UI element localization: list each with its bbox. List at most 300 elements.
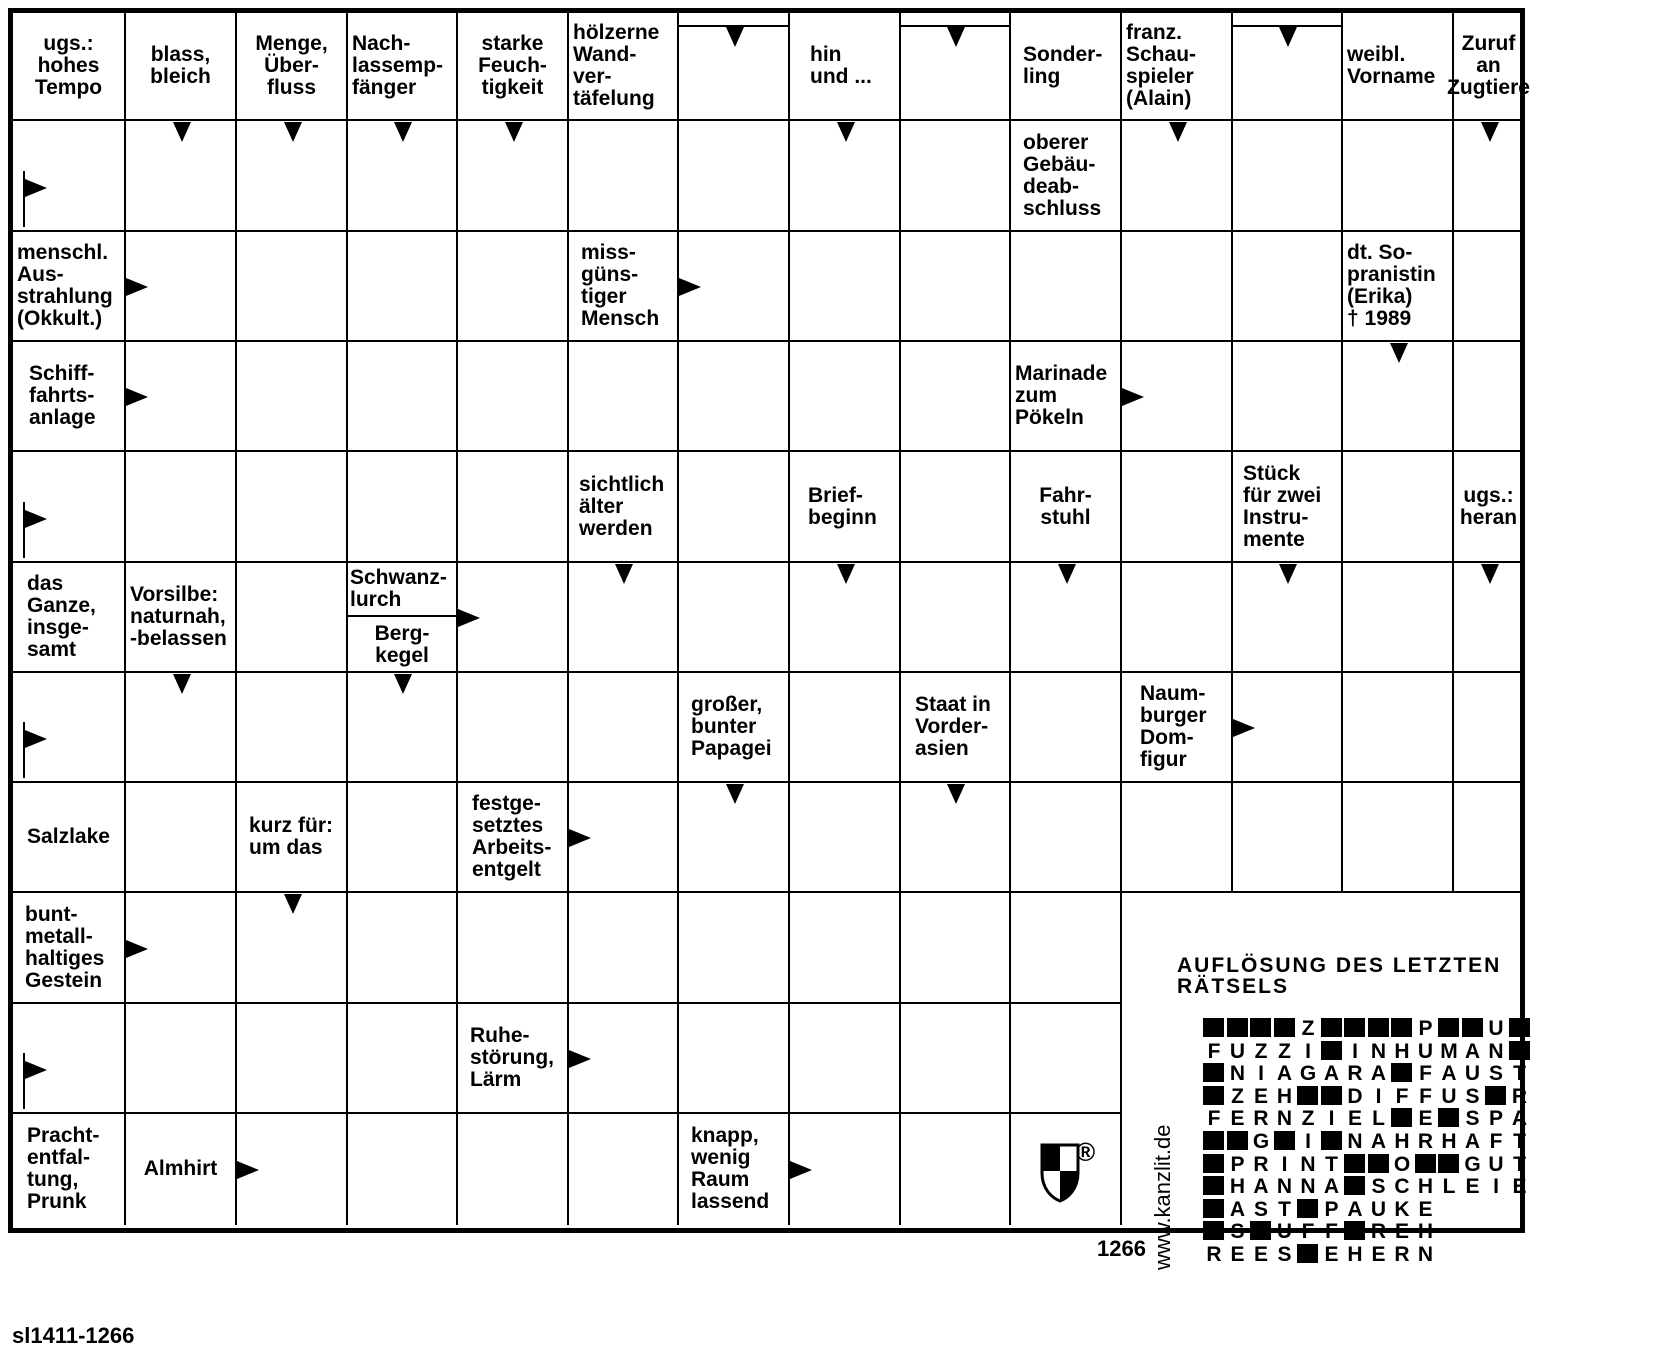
solution-block <box>1297 1199 1318 1218</box>
solution-block <box>1203 1221 1224 1240</box>
grid-cell[interactable] <box>1454 342 1525 452</box>
solution-letter: H <box>1229 1175 1246 1199</box>
solution-block <box>1203 1199 1224 1218</box>
clue-text: Schiff- fahrts- anlage <box>29 362 96 429</box>
arrow-right-icon <box>790 1161 812 1179</box>
solution-block <box>1485 1086 1506 1105</box>
grid-cell[interactable] <box>458 232 569 342</box>
solution-block <box>1203 1063 1224 1082</box>
arrow-right-icon <box>237 1161 259 1179</box>
arrow-right-icon <box>458 609 480 627</box>
solution-letter: H <box>1276 1084 1293 1108</box>
clue-text: Sonder- ling <box>1023 43 1103 88</box>
arrow-down-icon <box>615 564 633 584</box>
grid-cell[interactable] <box>901 893 1011 1004</box>
solution-letter: A <box>1370 1062 1387 1086</box>
arrow-down-icon <box>505 122 523 142</box>
solution-letter: T <box>1513 1062 1526 1086</box>
grid-cell[interactable] <box>1122 232 1233 342</box>
grid-cell[interactable] <box>1233 783 1343 893</box>
grid-cell[interactable] <box>1343 563 1454 673</box>
solution-letter: N <box>1300 1175 1316 1199</box>
solution-letter: H <box>1441 1130 1457 1153</box>
grid-cell[interactable] <box>1233 232 1343 342</box>
footer-code: sl1411-1266 <box>12 1323 135 1348</box>
grid-cell[interactable] <box>237 452 348 563</box>
clue-cell <box>458 1004 567 1112</box>
solution-letter: A <box>1323 1062 1340 1086</box>
website-label: www.kanzlit.de <box>1150 1124 1175 1270</box>
clue-cell <box>348 13 456 119</box>
solution-letter: E <box>1512 1175 1527 1199</box>
arrow-right-icon <box>126 388 148 406</box>
arrow-right-icon <box>1233 719 1255 737</box>
solution-letter: I <box>1305 1130 1311 1153</box>
clue-cell <box>901 673 1009 781</box>
solution-letter: A <box>1370 1130 1387 1153</box>
solution-letter: I <box>1258 1062 1264 1086</box>
solution-letter: U <box>1488 1017 1504 1040</box>
solution-block <box>1438 1154 1459 1173</box>
clue-cell <box>126 13 235 119</box>
solution-letter: G <box>1299 1062 1317 1086</box>
clue-text: sichtlich älter werden <box>579 472 665 540</box>
clue-text: Almhirt <box>143 1156 218 1180</box>
grid-cell[interactable] <box>569 121 679 232</box>
clue-cell <box>790 13 899 119</box>
solution-letter: Z <box>1301 1107 1315 1131</box>
solution-letter: E <box>1347 1107 1362 1131</box>
arrow-down-icon <box>726 784 744 804</box>
issue-number: 1266 <box>1097 1236 1146 1261</box>
grid-cell[interactable] <box>1233 342 1343 452</box>
arrow-down-icon <box>947 27 965 47</box>
solution-letter: E <box>1418 1107 1433 1131</box>
clue-text: Marinade zum Pökeln <box>1015 362 1108 429</box>
solution-letter: S <box>1253 1197 1268 1221</box>
solution-letter: F <box>1395 1084 1409 1108</box>
solution-block <box>1368 1154 1389 1173</box>
clue-cell <box>1343 232 1452 340</box>
solution-letter: S <box>1371 1175 1386 1199</box>
grid-cell[interactable] <box>1011 1004 1122 1114</box>
solution-letter: S <box>1488 1062 1503 1086</box>
solution-letter: N <box>1276 1107 1293 1131</box>
grid-cell[interactable] <box>569 342 679 452</box>
grid-cell[interactable] <box>679 342 790 452</box>
arrow-right-icon <box>679 278 701 296</box>
clue-cell <box>1343 13 1452 119</box>
clue-cell <box>569 13 677 119</box>
solution-letter: R <box>1347 1062 1363 1086</box>
solution-letter: U <box>1370 1197 1387 1221</box>
solution-letter: A <box>1511 1107 1528 1131</box>
grid-cell[interactable] <box>569 673 679 783</box>
grid-cell[interactable] <box>348 783 458 893</box>
solution-letter: L <box>1372 1107 1385 1131</box>
grid-cell[interactable] <box>237 1004 348 1114</box>
clue-text: Pracht- entfal- tung, Prunk <box>27 1123 100 1213</box>
solution-block <box>1321 1041 1342 1060</box>
solution-letter: U <box>1229 1039 1246 1063</box>
solution-block <box>1438 1018 1459 1037</box>
arrow-right-icon <box>126 940 148 958</box>
grid-cell[interactable] <box>1011 232 1122 342</box>
solution-letter: R <box>1417 1130 1434 1153</box>
grid-cell[interactable] <box>458 1114 569 1225</box>
clue-cell <box>13 232 124 340</box>
clue-cell <box>126 563 235 671</box>
solution-letter: E <box>1230 1243 1245 1266</box>
clue-text: Ruhe- störung, Lärm <box>470 1024 554 1091</box>
grid-cell[interactable] <box>790 232 901 342</box>
solution-letter: N <box>1370 1039 1387 1063</box>
clue-cell <box>237 13 346 119</box>
grid-cell[interactable] <box>1122 563 1233 673</box>
clue-cell <box>13 342 124 450</box>
clue-cell <box>13 1114 124 1223</box>
grid-cell[interactable] <box>458 342 569 452</box>
solution-letter: A <box>1347 1197 1363 1221</box>
arrow-down-icon <box>1481 122 1499 142</box>
arrow-down-icon <box>1169 122 1187 142</box>
clue-cell <box>1011 342 1120 450</box>
grid-cell[interactable] <box>348 1004 458 1114</box>
arrow-right-icon <box>1122 388 1144 406</box>
clue-cell <box>1122 673 1231 781</box>
solution-letter: N <box>1417 1243 1434 1266</box>
solution-letter: E <box>1394 1220 1409 1244</box>
solution-letter: F <box>1419 1084 1432 1108</box>
grid-cell[interactable] <box>1343 783 1454 893</box>
split-clue-bottom <box>348 619 456 671</box>
arrow-down-icon <box>947 784 965 804</box>
solution-letter: I <box>1305 1039 1311 1063</box>
clue-text: Fahr- stuhl <box>1039 483 1092 529</box>
arrow-down-icon <box>394 122 412 142</box>
solution-letter: C <box>1394 1175 1410 1199</box>
solution-letter: F <box>1419 1062 1432 1086</box>
solution-block <box>1203 1131 1224 1150</box>
pennant-arrow-icon <box>23 1053 49 1109</box>
solution-letter: S <box>1465 1107 1480 1131</box>
solution-block <box>1297 1086 1318 1105</box>
grid-cell[interactable] <box>1122 452 1233 563</box>
grid-cell[interactable] <box>790 342 901 452</box>
clue-cell <box>790 452 899 561</box>
grid-cell[interactable] <box>901 232 1011 342</box>
grid-cell[interactable] <box>1454 232 1525 342</box>
solution-block <box>1203 1154 1224 1173</box>
solution-letter: O <box>1393 1152 1411 1176</box>
solution-block <box>1391 1063 1412 1082</box>
grid-cell[interactable] <box>1233 121 1343 232</box>
solution-letter: S <box>1277 1243 1292 1266</box>
clue-text: großer, bunter Papagei <box>691 693 772 760</box>
grid-cell[interactable] <box>348 342 458 452</box>
solution-block <box>1321 1018 1342 1037</box>
solution-letter: E <box>1465 1175 1480 1199</box>
grid-cell[interactable] <box>901 1114 1011 1225</box>
grid-cell[interactable] <box>1011 673 1122 783</box>
solution-letter: K <box>1394 1197 1410 1221</box>
solution-block <box>1274 1018 1295 1037</box>
solution-block <box>1509 1041 1530 1060</box>
grid-cell[interactable] <box>901 452 1011 563</box>
solution-block <box>1274 1131 1295 1150</box>
solution-letter: Z <box>1254 1039 1268 1063</box>
solution-letter: T <box>1513 1152 1526 1176</box>
clue-text: Nach- lassemp- fänger <box>352 32 444 99</box>
clue-text: hölzerne Wand- ver- täfelung <box>573 21 660 110</box>
clue-text: Schwanz- lurch <box>350 566 447 611</box>
solution-block <box>1297 1244 1318 1263</box>
grid-cell[interactable] <box>1454 673 1525 783</box>
arrow-down-icon <box>173 122 191 142</box>
grid-cell[interactable] <box>790 1004 901 1114</box>
solution-letter: G <box>1464 1152 1481 1176</box>
solution-letter: P <box>1230 1152 1245 1176</box>
arrow-down-icon <box>1279 27 1297 47</box>
grid-cell[interactable] <box>458 452 569 563</box>
solution-letter: F <box>1207 1107 1221 1131</box>
solution-letter: R <box>1253 1107 1269 1131</box>
solution-letter: A <box>1276 1062 1293 1086</box>
solution-block <box>1391 1108 1412 1127</box>
solution-letter: L <box>1442 1175 1456 1199</box>
solution-letter: T <box>1278 1197 1291 1221</box>
clue-cell <box>13 563 124 671</box>
solution-letter: U <box>1464 1062 1481 1086</box>
grid-cell[interactable] <box>790 783 901 893</box>
grid-cell[interactable] <box>569 1114 679 1225</box>
grid-cell[interactable] <box>458 673 569 783</box>
solution-block <box>1368 1018 1389 1037</box>
solution-letter: E <box>1230 1107 1245 1131</box>
grid-cell[interactable] <box>126 452 237 563</box>
clue-cell <box>569 452 677 561</box>
solution-block <box>1250 1018 1271 1037</box>
solution-block <box>1391 1018 1412 1037</box>
solution-letter: F <box>1325 1220 1338 1244</box>
arrow-down-icon <box>173 674 191 694</box>
clue-cell <box>126 1114 235 1223</box>
clue-text: hin und ... <box>810 43 872 88</box>
arrow-right-icon <box>569 1050 591 1068</box>
clue-cell <box>679 1114 788 1223</box>
solution-letter: I <box>1328 1107 1335 1131</box>
solution-letter: A <box>1464 1130 1481 1153</box>
solution-letter: N <box>1488 1039 1504 1063</box>
clue-cell <box>458 783 567 891</box>
arrow-down-icon <box>837 564 855 584</box>
arrow-down-icon <box>1481 564 1499 584</box>
solution-letter: R <box>1394 1243 1410 1266</box>
solution-letter: N <box>1347 1130 1363 1153</box>
grid-cell[interactable] <box>348 452 458 563</box>
clue-cell <box>13 783 124 891</box>
clue-text: Zuruf an Zugtiere <box>1447 32 1530 99</box>
grid-cell[interactable] <box>237 673 348 783</box>
clue-cell <box>13 13 124 119</box>
solution-letter: S <box>1465 1084 1480 1108</box>
solution-letter: A <box>1464 1039 1481 1063</box>
solution-letter: H <box>1394 1130 1410 1153</box>
solution-block <box>1227 1131 1248 1150</box>
grid-cell[interactable] <box>1343 121 1454 232</box>
clue-text: ugs.: hohes Tempo <box>34 32 103 99</box>
solution-letter: R <box>1206 1243 1222 1266</box>
solution-letter: D <box>1347 1084 1363 1108</box>
brand-logo-icon <box>1040 1143 1080 1203</box>
solution-letter: H <box>1347 1243 1363 1266</box>
solution-letter: T <box>1325 1152 1338 1176</box>
solution-letter: H <box>1417 1175 1434 1199</box>
solution-block <box>1321 1131 1342 1150</box>
grid-cell[interactable] <box>458 893 569 1004</box>
solution-letter: T <box>1513 1130 1526 1153</box>
arrow-down-icon <box>1058 564 1076 584</box>
solution-letter: E <box>1253 1243 1268 1266</box>
pennant-arrow-icon <box>23 722 49 778</box>
solution-letter: I <box>1375 1084 1382 1108</box>
clue-text: bunt- metall- haltiges Gestein <box>25 902 105 992</box>
grid-cell[interactable] <box>348 893 458 1004</box>
grid-cell[interactable] <box>126 783 237 893</box>
solution-letter: A <box>1253 1175 1269 1199</box>
solution-letter: P <box>1418 1017 1433 1040</box>
clue-cell <box>1454 452 1523 561</box>
solution-block <box>1203 1086 1224 1105</box>
grid-cell[interactable] <box>1122 783 1233 893</box>
clue-cell <box>679 673 788 781</box>
solution-block <box>1415 1154 1436 1173</box>
arrow-right-icon <box>569 829 591 847</box>
solution-letter: P <box>1324 1197 1339 1221</box>
solution-letter: R <box>1370 1220 1387 1244</box>
arrow-down-icon <box>394 674 412 694</box>
solution-letter: A <box>1323 1175 1340 1199</box>
solution-title: AUFLÖSUNG DES LETZTEN RÄTSELS <box>1177 954 1502 998</box>
grid-cell[interactable] <box>679 1004 790 1114</box>
arrow-down-icon <box>1390 343 1408 363</box>
solution-title-wrap <box>1177 955 1607 997</box>
solution-block <box>1344 1154 1365 1173</box>
grid-cell[interactable] <box>237 342 348 452</box>
solution-block <box>1509 1018 1530 1037</box>
clue-text: starke Feuch- tigkeit <box>478 32 547 99</box>
clue-text: franz. Schau- spieler (Alain) <box>1126 21 1197 110</box>
grid-cell[interactable] <box>237 232 348 342</box>
solution-letter: U <box>1488 1152 1504 1176</box>
solution-letter: E <box>1324 1243 1339 1266</box>
solution-block <box>1438 1108 1459 1127</box>
grid-cell[interactable] <box>1011 893 1122 1004</box>
grid-cell[interactable] <box>790 893 901 1004</box>
clue-text: weibl. Vorname <box>1347 43 1436 88</box>
solution-letter: Z <box>1278 1039 1291 1063</box>
split-clue-top <box>348 563 456 617</box>
grid-cell[interactable] <box>679 452 790 563</box>
solution-letter: R <box>1511 1084 1528 1108</box>
solution-letter: I <box>1352 1039 1358 1063</box>
clue-text: dt. So- pranistin (Erika) † 1989 <box>1347 241 1436 330</box>
solution-block <box>1321 1086 1342 1105</box>
solution-letter: N <box>1276 1175 1293 1199</box>
clue-text: knapp, wenig Raum lassend <box>691 1123 770 1213</box>
clue-text: Stück für zwei Instru- mente <box>1243 461 1322 551</box>
arrow-down-icon <box>726 27 744 47</box>
clue-cell <box>237 783 346 891</box>
grid-cell[interactable] <box>1343 452 1454 563</box>
solution-letter: Z <box>1231 1084 1244 1108</box>
grid-cell[interactable] <box>1343 673 1454 783</box>
clue-text: Salzlake <box>27 825 110 848</box>
clue-cell <box>1011 121 1120 230</box>
clue-text: das Ganze, insge- samt <box>27 572 96 661</box>
solution-letter: F <box>1207 1039 1221 1063</box>
clue-text: festge- setztes Arbeits- entgelt <box>472 792 552 881</box>
solution-block <box>1344 1221 1365 1240</box>
grid-cell[interactable] <box>1011 783 1122 893</box>
solution-letter: A <box>1441 1062 1457 1086</box>
arrow-down-icon <box>837 122 855 142</box>
grid-cell[interactable] <box>348 1114 458 1225</box>
grid-cell[interactable] <box>237 563 348 673</box>
solution-letter: N <box>1229 1062 1246 1086</box>
pennant-arrow-icon <box>23 171 49 227</box>
arrow-down-icon <box>284 122 302 142</box>
grid-cell[interactable] <box>679 121 790 232</box>
solution-letter: H <box>1394 1039 1410 1063</box>
solution-letter: Z <box>1301 1017 1315 1040</box>
grid-cell[interactable] <box>126 1004 237 1114</box>
clue-cell <box>1011 452 1120 561</box>
arrow-right-icon <box>126 278 148 296</box>
solution-letter: S <box>1230 1220 1245 1244</box>
clue-text: Berg- kegel <box>374 622 430 667</box>
grid-cell[interactable] <box>348 232 458 342</box>
solution-letter: E <box>1253 1084 1268 1108</box>
grid-cell[interactable] <box>569 893 679 1004</box>
grid-cell[interactable] <box>901 342 1011 452</box>
solution-letter: I <box>1281 1152 1288 1176</box>
grid-cell[interactable] <box>901 563 1011 673</box>
solution-letter: A <box>1229 1197 1246 1221</box>
clue-text: Staat in Vorder- asien <box>915 693 991 760</box>
solution-block <box>1462 1018 1483 1037</box>
solution-block <box>1344 1018 1365 1037</box>
solution-letter: P <box>1488 1107 1503 1131</box>
solution-block <box>1203 1176 1224 1195</box>
clue-text: menschl. Aus- strahlung (Okkult.) <box>17 241 113 330</box>
grid-cell[interactable] <box>901 121 1011 232</box>
solution-separator <box>1120 893 1122 1225</box>
solution-block <box>1250 1221 1271 1240</box>
grid-cell[interactable] <box>679 563 790 673</box>
clue-text: kurz für: um das <box>249 814 333 859</box>
clue-cell <box>569 232 677 340</box>
clue-text: ugs.: heran <box>1459 483 1518 529</box>
solution-letter: F <box>1301 1220 1315 1244</box>
grid-cell[interactable] <box>679 893 790 1004</box>
solution-letter: E <box>1418 1197 1433 1221</box>
solution-letter: H <box>1417 1220 1434 1244</box>
grid-cell[interactable] <box>901 1004 1011 1114</box>
grid-cell[interactable] <box>1454 783 1525 893</box>
solution-block <box>1227 1018 1248 1037</box>
grid-cell[interactable] <box>790 673 901 783</box>
